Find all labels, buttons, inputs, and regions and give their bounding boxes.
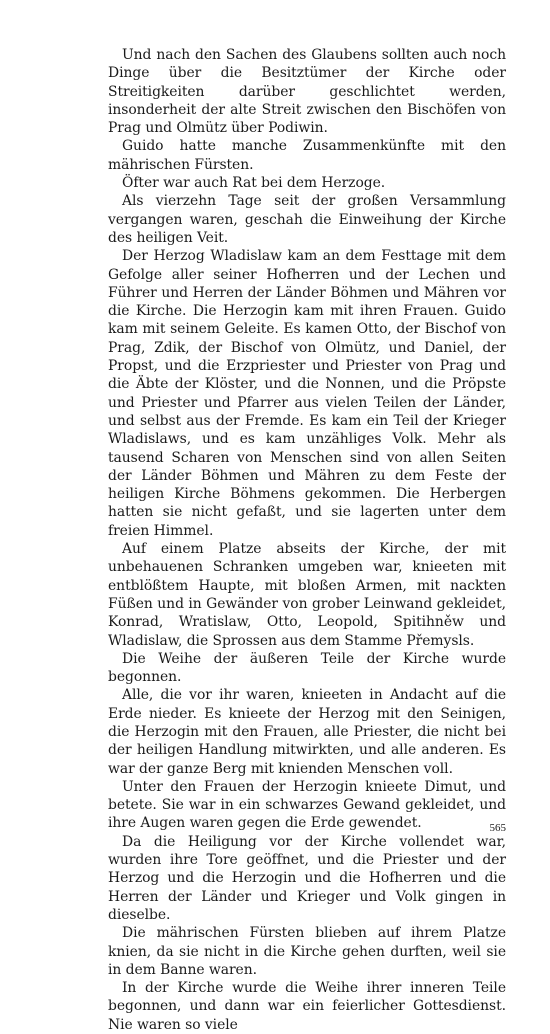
paragraph-4: Als vierzehn Tage seit der großen Versammlung vergangen waren, geschah die Einweihung der Kirche des heiligen Veit. — [108, 193, 506, 246]
page-number: 565 — [489, 822, 506, 834]
paragraph-1: Und nach den Sachen des Glaubens sollten auch noch Dinge über die Besitztümer der Kirche oder Streitigkeiten darüber geschlichtet werden, insonderheit der alte Streit zwischen den Bischöfen von Prag und Olmütz über Podiwin. — [108, 47, 506, 137]
paragraph-5: Der Herzog Wladislaw kam an dem Festtage mit dem Gefolge aller seiner Hofherren und der Lechen und Führer und Herren der Länder Böhmen und Mähren vor die Kirche. Die Herzogin kam mit ihren Frauen. Guido kam mit seinem Geleite. Es kamen Otto, der Bischof von Prag, Zdik, der Bischof von Olmütz, und Daniel, der Propst, und die Erzpriester und Priester von Prag und die Äbte der Klöster, und die Nonnen, und die Pröpste und Priester und Pfarrer aus vielen Teilen der Länder, und selbst aus der Fremde. Es kam ein Teil der Krieger Wladislaws, und es kam unzähliges Volk. Mehr als tausend Scharen von Menschen sind von allen Seiten der Länder Böhmen und Mähren zu dem Feste der heiligen Kirche Böhmens gekommen. Die Herbergen hatten sie nicht gefaßt, und sie lagerten unter dem freien Himmel. — [108, 248, 506, 539]
paragraph-10: Da die Heiligung vor der Kirche vollendet war, wurden ihre Tore geöffnet, und die Priester und der Herzog und die Herzogin und die Hofherren und die Herren der Länder und Krieger und Volk gingen in dieselbe. — [108, 833, 506, 923]
paragraph-9: Unter den Frauen der Herzogin knieete Dimut, und betete. Sie war in ein schwarzes Gewand gekleidet, und ihre Augen waren gegen die Erde gewendet. — [108, 778, 506, 832]
paragraph-11: Die mährischen Fürsten blieben auf ihrem Platze knien, da sie nicht in die Kirche gehen durften, weil sie in dem Banne waren. — [108, 925, 506, 978]
paragraph-6: Auf einem Platze abseits der Kirche, der mit unbehauenen Schranken umgeben war, knieeten mit entblößtem Haupte, mit bloßen Armen, mit nackten Füßen und in Gewänder von grober Leinwand gekleidet, Konrad, Wratislaw, Otto, Leopold, Spitihněw und Wladislaw, die Sprossen aus dem Stamme Přemysls. — [108, 541, 506, 649]
paragraph-8: Alle, die vor ihr waren, knieeten in Andacht auf die Erde nieder. Es knieete der Herzog mit den Seinigen, die Herzogin mit den Frauen, alle Priester, die nicht bei der heiligen Handlung mitwirkten, und alle anderen. Es war der ganze Berg mit knienden Menschen voll. — [108, 687, 506, 777]
paragraph-7: Die Weihe der äußeren Teile der Kirche wurde begonnen. — [108, 650, 506, 686]
paragraph-3: Öfter war auch Rat bei dem Herzoge. — [122, 175, 386, 192]
page-body — [108, 46, 506, 1034]
paragraph-2: Guido hatte manche Zusammenkünfte mit den mährischen Fürsten. — [108, 138, 506, 173]
paragraph-12: In der Kirche wurde die Weihe ihrer inneren Teile begonnen, und dann war ein feierlicher Gottesdienst. Nie waren so viele — [108, 980, 506, 1033]
